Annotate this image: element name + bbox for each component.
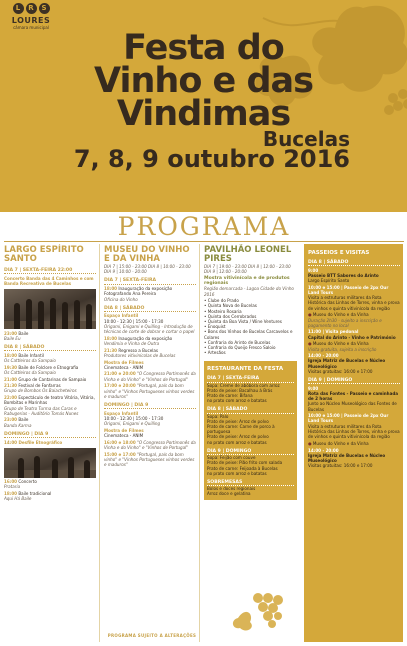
logo-letter: R (26, 3, 37, 14)
restaurant-title: RESTAURANTE DA FESTA (207, 366, 284, 373)
menu-item: Prato de carne: Bifana (207, 393, 253, 399)
venue-title: PAVILHÃO LEONEL PIRES (204, 245, 292, 264)
menu-item: Sopa: Feijão com couve (207, 455, 256, 461)
list-item: • Artesãos (204, 350, 226, 356)
event-text: Grupo de Cantarinas de Sampaio (18, 376, 87, 382)
event-sub: Grupo de Teatro Turma das Caras e Rabugerias - Auditório Tomás Nunes (4, 405, 79, 416)
event-sub: Grupo de Bombos Os Baiacheteiros (4, 388, 77, 394)
event-text: Mostra de Filmes (104, 359, 144, 365)
day-heading: DIA 7 | SEXTA-FEIRA 22:00 (4, 268, 96, 274)
event-sub: 10:00 - 12:30 | 15:00 - 17:30 (104, 318, 164, 324)
event-text: Passeio BTT Sabores do Arinto (308, 272, 379, 278)
section-title: Mostra vitivinícola e de produtos regionais (204, 275, 290, 287)
event-text: Baile (18, 330, 29, 336)
event-time: 15:00 e 17:00 (104, 451, 136, 457)
day-heading: DIA 9 | DOMINGO (207, 449, 294, 455)
event-time: 18:00 (4, 491, 18, 497)
list-item: • Quinta da Boa Vista / Wine Ventures (204, 319, 282, 325)
event-detail: Duração 2h30 - sujeito a inscrição e pagamento no local (308, 317, 382, 328)
event-text: Igreja Matriz de Bucelas e Núcleo Museológico (308, 358, 386, 369)
event-time: 21:30 (4, 383, 18, 389)
menu-item: Arroz doce e gelatina (207, 491, 251, 497)
event-time: 10:00 e 15:00 | Passeio de 2px Our Land Tours (308, 413, 389, 424)
event-text: Inauguração da exposição Fotografando Ana Pereira (104, 286, 173, 297)
venue-hours: DIA 7 | 15:00 - 23:00 DIA 8 | 10:00 - 23:00 DIA 9 | 10:00 - 20:00 (104, 264, 191, 275)
event-time: 9:00 (308, 385, 319, 391)
hero-banner (0, 0, 407, 212)
day-heading: DIA 8 | SÁBADO (308, 260, 400, 266)
event-text: Igreja Matriz de Bucelas e Núcleo Museológico (308, 452, 386, 463)
event-text: Baile (18, 417, 29, 423)
menu-item: no prato com arroz e batatas (207, 439, 267, 445)
section-sub: Região demarcada - Lagoa Cidade do Vinho 2016 (204, 286, 294, 297)
day-heading: DOMINGO | DIA 9 (4, 432, 96, 438)
day-heading: DIA 7 | SEXTA-FEIRA (207, 376, 294, 382)
menu-item: Prato de peixe: Bacalhau à Brás (207, 387, 273, 393)
event-sub: Os Cattleiros da Sampaio (4, 357, 56, 363)
column-passeios (304, 244, 403, 642)
menu-item: no prato com arroz e batatas (207, 470, 267, 476)
event-time: 18:00 (4, 352, 18, 358)
event-detail: Visita gratuita, sujeita a inscrição (308, 346, 377, 352)
logo-letter: S (39, 3, 50, 14)
event-sub: Prataria (4, 484, 21, 490)
event-text: "Portugal, país da bom vinho" e "Vinhos Portugueses vinhos verdes e maduros" (104, 383, 195, 399)
list-item: • Confraria do Queijo Fresco Saloio (204, 345, 276, 351)
day-heading: DIA 8 | SÁBADO (104, 306, 196, 312)
event-sub: 10:00 - 12:30 | 15:00 - 17:30 (104, 415, 164, 421)
event-text: Baile de Folclore e Etnografia (18, 364, 79, 370)
venue-title: MUSEU DO VINHO E DA VINHA (104, 245, 190, 264)
event-text: Concerto Banda das 4 Caminhos e com Banda Recreativa de Bucelas (4, 275, 94, 286)
menu-item: Sopa: Palo (207, 413, 229, 419)
title-line: Vinho e das (94, 61, 313, 101)
day-heading: DIA 7 | SEXTA-FEIRA (104, 278, 196, 284)
event-time: 17:00 e 20:00 (104, 383, 136, 389)
event-time: 21:00 e 20:00 (104, 371, 136, 377)
venue-title: LARGO ESPÍRITO SANTO (4, 245, 84, 264)
event-text: Festival de Fanfarras (18, 383, 61, 389)
event-detail: Origami, Enigami e Quilling (104, 421, 161, 427)
event-text: Visita a estruturas militares da Rota Histórica das Linhas de Torres, vinha e prova de vinhos e quinta vitivinícola da região (308, 295, 400, 311)
loures-logo (8, 3, 54, 30)
column-pavilhao (204, 244, 300, 642)
event-sub: Aqui Há Baile (4, 496, 32, 502)
day-heading: SOBREMESAS (207, 480, 294, 486)
venue-hours: DIA 7 | 19:00 - 23:00 DIA 8 | 12:00 - 23:00 DIA 9 | 12:00 - 20:00 (204, 264, 291, 275)
location-pin-icon: ● (308, 312, 312, 318)
footer-note: PROGRAMA SUJEITO A ALTERAÇÕES (107, 633, 197, 638)
event-title (0, 28, 407, 134)
day-heading: DOMINGO | DIA 9 (104, 403, 196, 409)
parade-photo (4, 448, 96, 478)
event-text: Espaço Infantil (104, 313, 139, 319)
event-sub: Os Cattleiros da Sampaio (4, 369, 56, 375)
day-heading: DIA 8 | SÁBADO (4, 345, 96, 351)
title-line: Festa do (123, 28, 284, 68)
event-sub: Banda Karma (4, 422, 32, 428)
event-sub: Vendimia e Vinha de Outra (104, 340, 160, 346)
restaurant-box (204, 361, 297, 499)
event-sub: Cinemateca - ANIM (104, 432, 144, 438)
event-text: Baile Infantil (18, 352, 44, 358)
logo-subtitle: câmara municipal (13, 25, 49, 30)
event-time: 21:30 (104, 347, 118, 353)
day-heading: DIA 9 | DOMINGO (308, 378, 400, 384)
event-sub: Museu do Vinho e da Vinha (312, 341, 369, 347)
column-museu-do-vinho (104, 244, 200, 642)
location-pin-icon: ● (308, 440, 312, 446)
menu-item: Sopa: Creme de abóbora com arroz (207, 382, 280, 388)
event-text: Espaço Infantil (104, 410, 139, 416)
event-text: Mostra de Filmes (104, 427, 144, 433)
event-text: Concerto (18, 479, 37, 485)
event-sub: Largo Espírito Santo (308, 278, 350, 284)
event-sub: Visitas gratuitas: 16:00 e 17:00 (308, 463, 373, 469)
event-text: Capital do Arinto - Vinho e Património (308, 334, 396, 340)
event-text: Espectáculo de teatro Vitória, Vitória, Bombitas e Marinhas (4, 395, 95, 406)
list-item: • Quinta dos Cerrobrados (204, 313, 257, 319)
list-item: • Mosteiro Rosaria (204, 308, 242, 314)
event-time: 9:00 (308, 267, 319, 273)
title-line: Vindimas (116, 94, 291, 134)
event-text: Inauguração da exposição (118, 335, 173, 341)
event-text: Rota das Fontes - Passeio e caminhada de 2 horas (308, 390, 399, 402)
grapes-illustration (228, 588, 298, 636)
day-heading: DIA 8 | SÁBADO (207, 407, 294, 413)
programa-heading: PROGRAMA (4, 212, 404, 242)
event-sub: Produtores vitivinícolas de Bucelas (104, 352, 176, 358)
band-photo (4, 289, 96, 329)
location-pin-icon: ● (308, 341, 312, 347)
menu-item: Prato de carne: Carne de porco à portuguesa (207, 424, 275, 435)
event-time: 10:00 e 15:00 | Passeio de 2px Our Land Tours (308, 284, 389, 296)
event-sub: Museu do Vinho e da Vinha (312, 440, 369, 446)
event-time: 18:00 (104, 286, 118, 292)
event-text: Desfile Etnográfico (18, 439, 63, 445)
event-time: 23:00 (4, 417, 18, 423)
event-time: 23:00 (4, 330, 18, 336)
menu-item: no prato com arroz e batatas (207, 398, 267, 404)
menu-item: Prato de peixe: Arroz de polvo (207, 434, 269, 440)
list-item: • Clube do Prado (204, 298, 239, 304)
list-item: • Quinta Nova de Bucelas (204, 303, 257, 309)
event-sub: Junto ao Núcleo Museológico das Fontes de Bucelas (308, 401, 397, 412)
event-time: 18:00 (104, 335, 118, 341)
event-sub: Museu do Vinho e da Vinha (312, 312, 369, 318)
menu-item: Prato de carne: Feijoada à Bucelas (207, 465, 278, 471)
event-text: Regresso a Bucelas (118, 347, 159, 353)
event-time: 16:00 e 18:00 (104, 439, 136, 445)
event-time: 22:00 (4, 395, 18, 401)
menu-item: Prato de peixe: Pião frito com salada (207, 460, 283, 466)
event-time: 14:00 - 20:00 (308, 353, 339, 359)
event-text: Baile tradicional (18, 491, 52, 497)
event-time: 11:00 | Visita pedonal (308, 329, 359, 335)
logo-name: LOURES (11, 16, 51, 25)
event-time: 21:00 (4, 376, 18, 382)
event-time: 19:30 (4, 364, 18, 370)
event-time: 14:00 (4, 439, 18, 445)
list-item: • Confraria do Arinto de Bucelas (204, 339, 271, 345)
event-sub: Visitas gratuitas: 16:00 e 17:00 (308, 368, 373, 374)
exhibitor-list (204, 298, 297, 355)
event-sub: Cinemateca - ANIM (104, 364, 144, 370)
event-place: Bucelas (262, 127, 350, 151)
column-largo-espirito-santo (4, 244, 100, 642)
event-text: "Portugal, país da bom vinho" e "Vinhos Portugueses vinhos verdes e maduros" (104, 451, 195, 467)
event-detail: Origami, Enigami e Quilling - Introdução de técnicas de corte de dobrar e cortar o papel (104, 323, 195, 335)
menu-item: Prato de peixe: Arroz de polvo (207, 418, 269, 424)
section-title: PASSEIOS E VISITAS (308, 250, 370, 256)
event-text: "O Congresso Portimonês da Vinha e do Vinho" e "Vinhos de Portugal" (104, 371, 196, 382)
event-dates: 7, 8, 9 outubro 2016 (73, 145, 350, 173)
event-text: "O Congresso Portimonês da Vinha e do Vinho" e "Vinhos de Portugal" (104, 439, 196, 450)
list-item: • Enoquist (204, 324, 226, 330)
event-sub: Oficina do Vinho (104, 296, 138, 302)
event-time: 16:00 (4, 479, 18, 485)
event-time: 14:00 - 20:00 (308, 447, 339, 453)
logo-letter: L (13, 3, 24, 14)
list-item: • Bons dos Vinhos de Bucelas Carcavelos e Colares (204, 329, 293, 340)
menu-item: Bolos e doces regionais (207, 486, 256, 492)
event-text: Visita a estruturas militares da Rota Histórica das Linhas de Torres, vinha e prova de vinhos e quinta vitivinícola da região (308, 423, 400, 440)
event-sub: Baile Eu (4, 335, 21, 341)
